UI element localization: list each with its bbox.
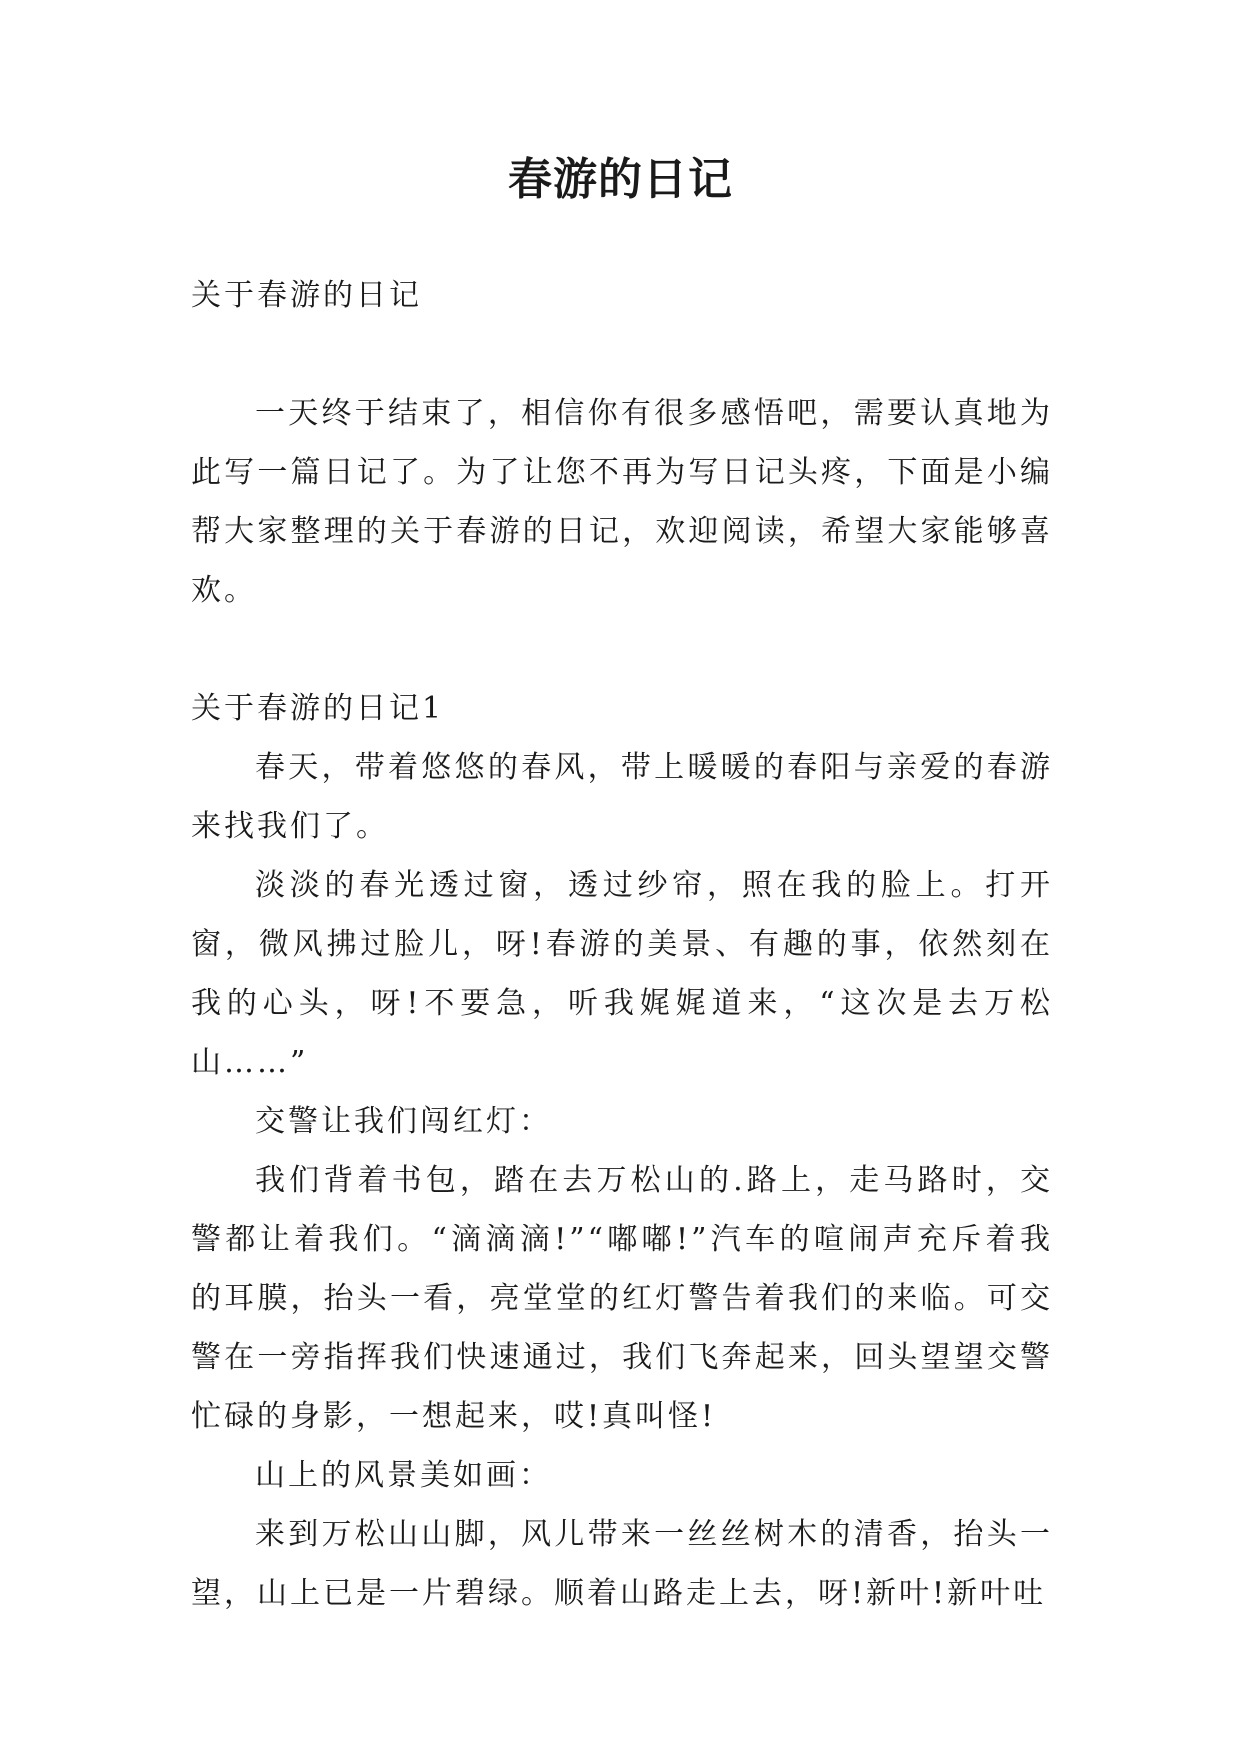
body-paragraph-6: 来到万松山山脚，风儿带来一丝丝树木的清香，抬头一望，山上已是一片碧绿。顺着山路走上去，呀!新叶!新叶吐 bbox=[191, 1517, 1053, 1611]
body-paragraph-4: 我们背着书包，踏在去万松山的.路上，走马路时，交警都让着我们。“滴滴滴!”“嘟嘟!”汽车的喧闹声充斥着我的耳膜，抬头一看，亮堂堂的红灯警告着我们的来临。可交警在一旁指挥我们快速通过，我们飞奔起来，回头望望交警忙碌的身影，一想起来，哎!真叫怪! bbox=[191, 1163, 1053, 1434]
subtitle: 关于春游的日记 bbox=[191, 278, 422, 313]
document-body bbox=[191, 266, 1053, 1623]
body-paragraph-2: 淡淡的春光透过窗，透过纱帘，照在我的脸上。打开窗，微风拂过脸儿，呀!春游的美景、有趣的事，依然刻在我的心头，呀!不要急，听我娓娓道来，“这次是去万松山……” bbox=[191, 868, 1053, 1080]
intro-paragraph: 一天终于结束了，相信你有很多感悟吧，需要认真地为此写一篇日记了。为了让您不再为写日记头疼，下面是小编帮大家整理的关于春游的日记，欢迎阅读，希望大家能够喜欢。 bbox=[191, 396, 1053, 608]
section-heading: 关于春游的日记1 bbox=[191, 691, 445, 726]
body-paragraph-5: 山上的风景美如画： bbox=[255, 1458, 552, 1493]
body-paragraph-1: 春天，带着悠悠的春风，带上暖暖的春阳与亲爱的春游来找我们了。 bbox=[191, 750, 1053, 844]
document-title: 春游的日记 bbox=[508, 154, 733, 205]
body-paragraph-3: 交警让我们闯红灯： bbox=[255, 1104, 552, 1139]
